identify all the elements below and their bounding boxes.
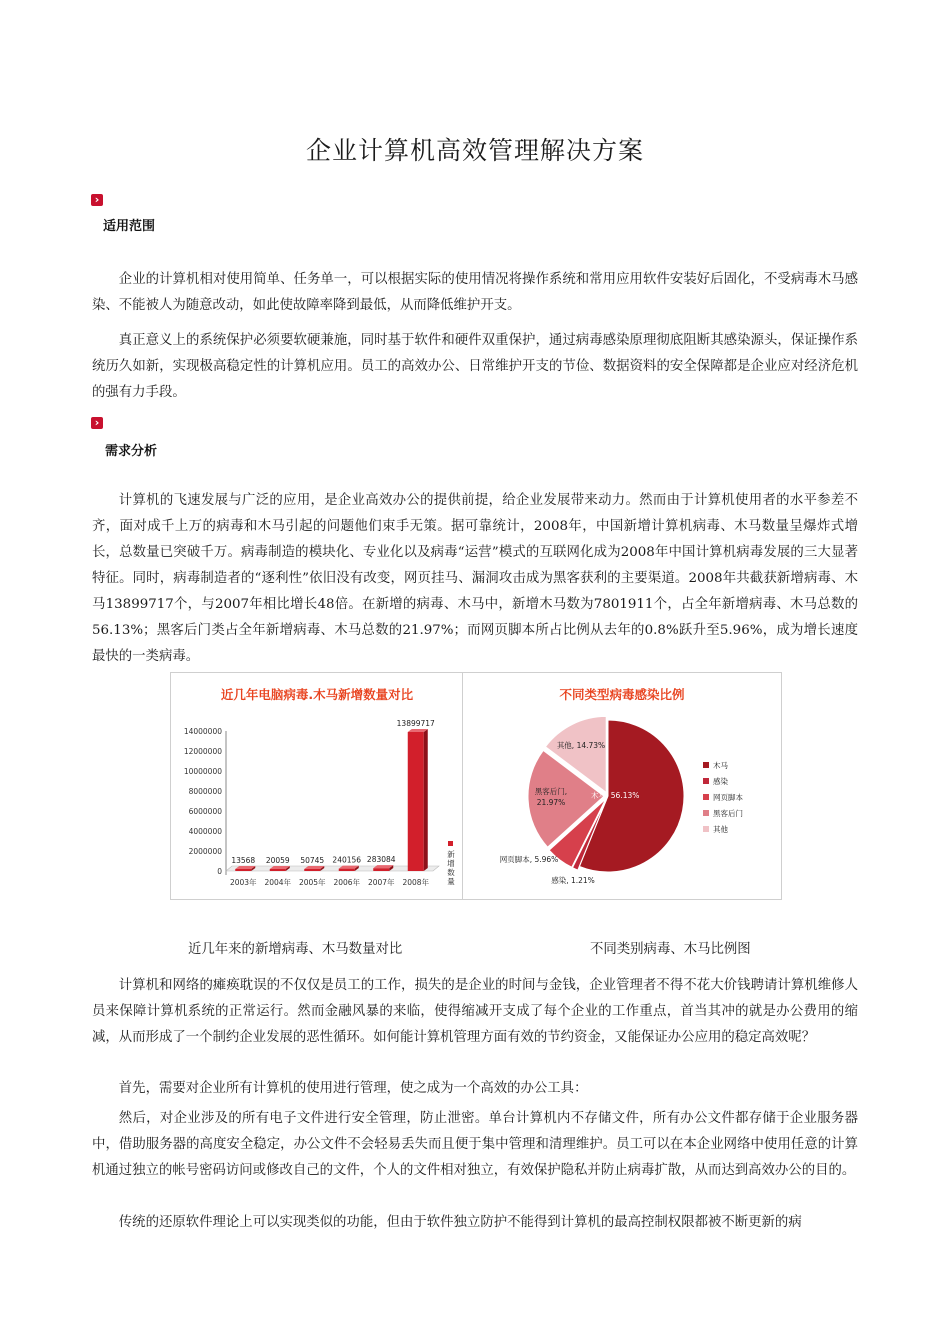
bar xyxy=(304,869,320,871)
bar-chart-title: 近几年电脑病毒.木马新增数量对比 xyxy=(220,687,414,702)
pie-slice-label: 黑客后门, xyxy=(534,787,568,796)
x-tick-label: 2007年 xyxy=(367,878,395,887)
pie-slice-label: 其他, 14.73% xyxy=(556,741,606,750)
legend-label: 黑客后门 xyxy=(713,809,743,818)
bar-value-label: 13899717 xyxy=(396,719,435,729)
pie-chart-title: 不同类型病毒感染比例 xyxy=(559,687,685,702)
bar xyxy=(339,869,355,871)
pie-legend xyxy=(703,760,743,834)
paragraph: 企业的计算机相对使用简单、任务单一，可以根据实际的使用情况将操作系统和常用应用软件安装好后固化，不受病毒木马感染、不能被人为随意改动，如此使故障率降到最低，从而降低维护开支。 xyxy=(92,272,858,313)
chart-floor xyxy=(226,866,439,871)
section-heading-scope: 适用范围 xyxy=(103,219,156,234)
bar-value-label: 240156 xyxy=(332,855,362,865)
x-tick-label: 2006年 xyxy=(333,878,361,887)
paragraph: 计算机和网络的瘫痪耽误的不仅仅是员工的工作，损失的是企业的时间与金钱，企业管理者不得不花大价钱聘请计算机维修人员来保障计算机系统的正常运行。然而金融风暴的来临，使得缩减开支成了每个企业的工作重点，首当其冲的就是办公费用的缩减，从而形成了一个制约企业发展的恶性循环。如何能计算机管理方面有效的节约资金，又能保证办公应用的稳定高效呢？ xyxy=(92,978,858,1045)
bar-value-label: 13568 xyxy=(231,856,256,865)
legend-label: 新增数量 xyxy=(447,850,455,886)
y-tick-label: 14000000 xyxy=(183,727,222,736)
legend-swatch xyxy=(703,810,709,816)
y-tick-label: 12000000 xyxy=(183,747,222,756)
bar xyxy=(235,869,251,871)
bar-legend xyxy=(447,841,455,886)
pie-chart-svg xyxy=(463,673,781,899)
y-tick-label: 4000000 xyxy=(188,827,222,836)
section-heading-analysis: 需求分析 xyxy=(105,444,158,459)
pie-marks xyxy=(500,716,684,885)
pie-slice-label: 网页脚本, 5.96% xyxy=(499,855,559,864)
legend-swatch xyxy=(448,841,453,846)
y-tick-label: 2000000 xyxy=(188,847,222,856)
section-marker-icon: › xyxy=(91,417,103,429)
section-marker-icon: › xyxy=(91,194,103,206)
x-tick-label: 2008年 xyxy=(402,878,430,887)
x-tick-label: 2005年 xyxy=(298,878,326,887)
paragraph: 然后，对企业涉及的所有电子文件进行安全管理，防止泄密。单台计算机内不存储文件，所有办公文件都存储于企业服务器中，借助服务器的高度安全稳定，办公文件不会轻易丢失而且便于集中管理和清理维护。员工可以在本企业网络中使用任意的计算机通过独立的帐号密码访问或修改自己的文件，个人的文件相对独立，有效保护隐私并防止病毒扩散，从而达到高效办公的目的。 xyxy=(92,1111,858,1178)
bar-value-label: 50745 xyxy=(300,856,325,865)
legend-label: 其他 xyxy=(713,825,728,834)
y-tick-label: 8000000 xyxy=(188,787,222,796)
bar-value-label: 20059 xyxy=(265,856,290,865)
y-tick-label: 0 xyxy=(217,867,222,876)
paragraph: 计算机的飞速发展与广泛的应用，是企业高效办公的提供前提，给企业发展带来动力。然而由于计算机使用者的水平参差不齐，面对成千上万的病毒和木马引起的问题他们束手无策。据可靠统计，2008年，中国新增计算机病毒、木马数量呈爆炸式增长，总数量已突破千万。病毒制造的模块化、专业化以及病毒“运营”模式的互联网化成为2008年中国计算机病毒发展的三大显著特征。同时，病毒制造者的“逐利性”依旧没有改变，网页挂马、漏洞攻击成为黑客获利的主要渠道。2008年共截获新增病毒、木马13899717个，与2007年相比增长48倍。在新增的病毒、木马中，新增木马数为7801911个，占全年新增病毒、木马总数的56.13%；黑客后门类占全年新增病毒、木马总数的21.97%；而网页脚本所占比例从去年的0.8%跃升至5.96%，成为增长速度最快的一类病毒。 xyxy=(92,493,858,664)
legend-swatch xyxy=(703,778,709,784)
y-tick-label: 6000000 xyxy=(188,807,222,816)
page-title: 企业计算机高效管理解决方案 xyxy=(305,136,644,165)
bar xyxy=(408,732,424,871)
legend-swatch xyxy=(703,794,709,800)
bar-chart xyxy=(170,672,464,900)
pie-slice-label: 感染, 1.21% xyxy=(551,876,595,885)
paragraph: 首先，需要对企业所有计算机的使用进行管理，使之成为一个高效的办公工具： xyxy=(118,1081,588,1096)
legend-swatch xyxy=(703,762,709,768)
legend-label: 感染 xyxy=(713,777,728,786)
pie-slice-label: 21.97% xyxy=(536,798,566,807)
pie-chart-caption: 不同类别病毒、木马比例图 xyxy=(590,942,751,957)
bar-side xyxy=(424,729,428,871)
legend-label: 木马 xyxy=(713,761,728,770)
bar-chart-caption: 近几年来的新增病毒、木马数量对比 xyxy=(188,942,403,957)
paragraph: 传统的还原软件理论上可以实现类似的功能，但由于软件独立防护不能得到计算机的最高控制权限都被不断更新的病 xyxy=(118,1215,802,1230)
bar-chart-svg xyxy=(171,673,463,899)
paragraph: 真正意义上的系统保护必须要软硬兼施，同时基于软件和硬件双重保护，通过病毒感染原理彻底阻断其感染源头，保证操作系统历久如新，实现极高稳定性的计算机应用。员工的高效办公、日常维护开支的节俭、数据资料的安全保障都是企业应对经济危机的强有力手段。 xyxy=(92,333,858,400)
legend-swatch xyxy=(703,826,709,832)
y-tick-label: 10000000 xyxy=(183,767,222,776)
bar xyxy=(270,869,286,871)
bar xyxy=(373,868,389,871)
pie-slice-label: 木马, 56.13% xyxy=(591,791,640,800)
x-tick-label: 2004年 xyxy=(264,878,292,887)
bar-value-label: 283084 xyxy=(366,855,396,865)
legend-label: 网页脚本 xyxy=(713,793,743,802)
x-tick-label: 2003年 xyxy=(229,878,257,887)
bar-marks xyxy=(231,719,435,871)
pie-chart xyxy=(462,672,782,900)
